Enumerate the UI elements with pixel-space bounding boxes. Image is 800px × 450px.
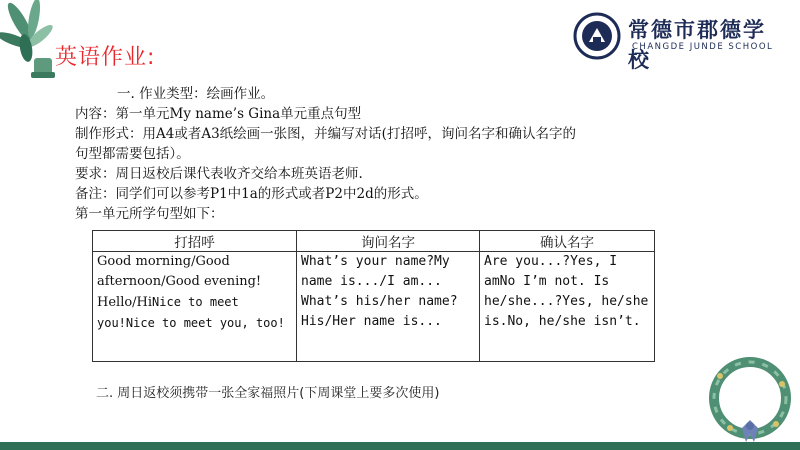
school-name-en: CHANGDE JUNDE SCHOOL [632,42,774,52]
school-emblem-icon [572,12,622,60]
footer-note: 二. 周日返校须携带一张全家福照片(下周课堂上要多次使用) [96,386,440,401]
cell-greeting [93,252,297,362]
greeting-text-cont: Nice to meet you!Nice to meet you, too! [97,295,285,330]
format-line-cont: 句型都需要包括）。 [75,146,190,162]
school-name-cn: 常德市郡德学校 [628,17,766,72]
content-line: 内容：第一单元My name’s Gina单元重点句型 [75,106,362,122]
table-header-row [93,231,655,252]
homework-content [75,84,715,224]
sentence-pattern-table [92,230,655,362]
header-confirm-name: 确认名字 [480,231,655,252]
table-row [93,252,655,362]
bottom-stripe [0,442,800,450]
school-logo [572,12,782,72]
wreath-decoration-icon [700,336,800,446]
header-ask-name: 询问名字 [297,231,480,252]
header-greeting: 打招呼 [93,231,297,252]
greeting-text: Good morning/Good afternoon/Good evening! Hello/Hi [97,254,262,310]
cell-ask-name: What’s your name?My name is.../I am... What’s his/her name?His/Her name is... [297,252,480,362]
format-line: 制作形式：用A4或者A3纸绘画一张图，并编写对话(打招呼，询问名字和确认名字的 [75,126,576,142]
homework-type-line: 一. 作业类型：绘画作业。 [117,86,275,102]
page-title: 英语作业: [55,45,156,70]
note-line: 备注：同学们可以参考P1中1a的形式或者P2中2d的形式。 [75,186,428,202]
requirement-line: 要求：周日返校后课代表收齐交给本班英语老师. [75,166,363,182]
sentence-intro-line: 第一单元所学句型如下： [75,206,224,222]
cell-confirm-name: Are you...?Yes, I amNo I’m not. Is he/she...?Yes, he/she is.No, he/she isn’t. [480,252,655,362]
